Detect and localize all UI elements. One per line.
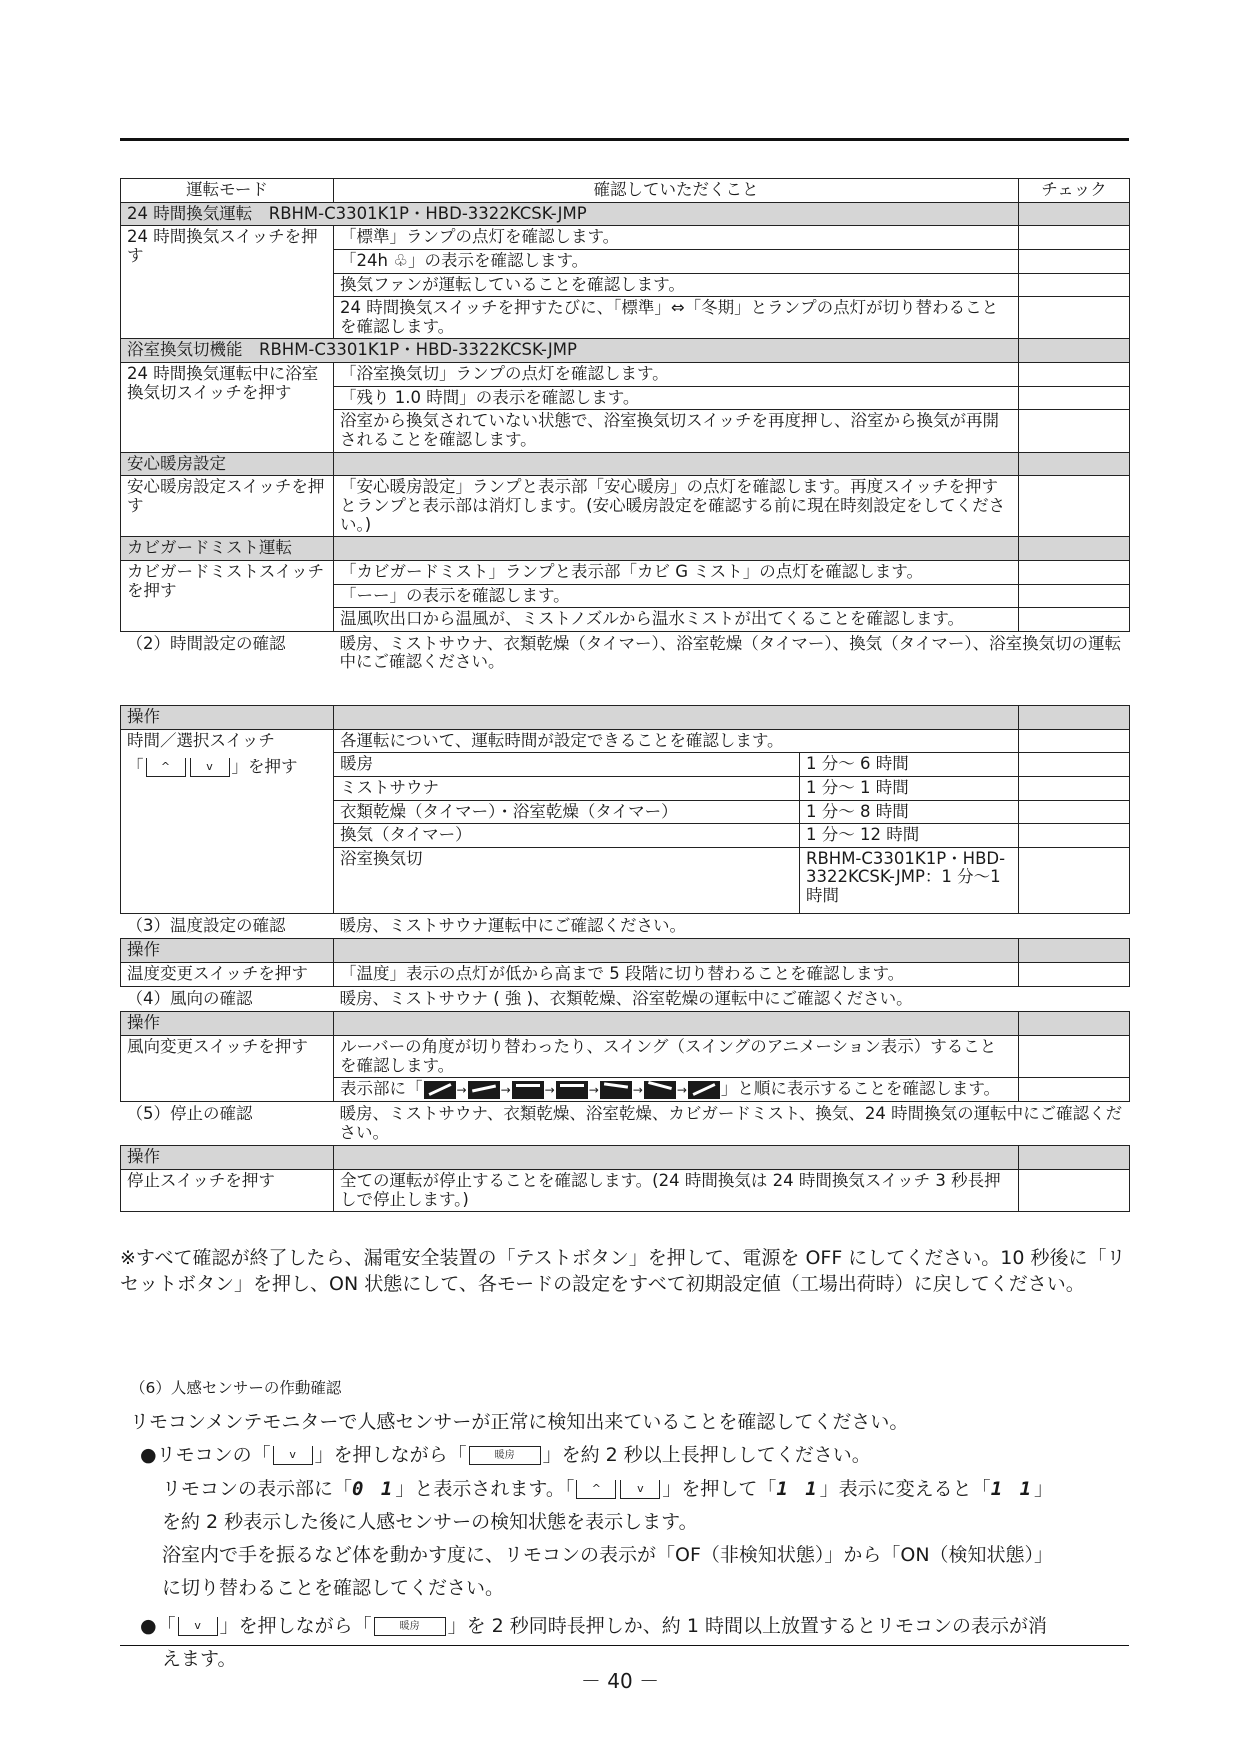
- footnote: ※すべて確認が終了したら、漏電安全装置の「テストボタン」を押して、電源を OFF にしてください。10 秒後に「リセットボタン」を押し、ON 状態にして、各モードの設定をすべて初期設定値（工場出荷時）に戻してください。: [120, 1247, 1126, 1296]
- check-cell[interactable]: [1019, 776, 1130, 800]
- header-check: チェック: [1019, 179, 1130, 203]
- louver-angle-3-icon: [512, 1081, 544, 1099]
- wind-pre: 表示部に「: [340, 1079, 423, 1099]
- down-button-icon: v: [178, 1617, 218, 1636]
- check-cell[interactable]: [1019, 753, 1130, 777]
- wind-setting-desc: 暖房、ミストサウナ ( 強 )、衣類乾燥、浴室乾燥の運転中にご確認ください。: [339, 988, 913, 1008]
- louver-angle-1-icon: [424, 1081, 456, 1099]
- time-setting-table: [120, 705, 1130, 1212]
- section-kabi-title: カビガードミスト運転: [121, 537, 334, 561]
- check-cell[interactable]: [1019, 339, 1130, 363]
- sensor-line-4: 浴室内で手を振るなど体を動かす度に、リモコンの表示が「OF（非検知状態）」から「ON（検知状態）」: [162, 1544, 1054, 1567]
- down-button-icon: v: [190, 758, 230, 777]
- op-time-line1: 時間／選択スイッチ: [127, 730, 275, 750]
- check-cell[interactable]: [1019, 847, 1130, 913]
- check-cell[interactable]: [1019, 452, 1130, 476]
- op-stop: 停止スイッチを押す: [121, 1169, 334, 1211]
- check-cell[interactable]: [1019, 386, 1130, 410]
- mode-name: 換気（タイマー）: [334, 824, 800, 848]
- arrow-icon: →: [588, 1083, 599, 1098]
- op-bath: 24 時間換気運転中に浴室換気切スイッチを押す: [121, 363, 334, 453]
- check-cell[interactable]: [1019, 249, 1130, 273]
- op-kabi: カビガードミストスイッチを押す: [121, 560, 334, 631]
- stop-item: 全ての運転が停止することを確認します。(24 時間換気は 24 時間換気スイッチ 3 秒長押しで停止します。): [334, 1169, 1019, 1211]
- sensor-line-b2: えます。: [162, 1647, 237, 1670]
- louver-angle-2-icon: [468, 1081, 500, 1099]
- check-cell[interactable]: [1019, 476, 1130, 537]
- check-item: 「安心暖房設定」ランプと表示部「安心暖房」の点灯を確認します。再度スイッチを押すとランプと表示部は消灯します。(安心暖房設定を確認する前に現在時刻設定をしてください。): [334, 476, 1019, 537]
- check-item: 「浴室換気切」ランプの点灯を確認します。: [334, 363, 1019, 387]
- time-setting-label: （2）時間設定の確認: [126, 633, 286, 653]
- top-rule: [120, 138, 1129, 141]
- check-cell[interactable]: [1019, 584, 1130, 608]
- table-header-row: [121, 179, 1130, 203]
- temp-item: 「温度」表示の点灯が低から高まで 5 段階に切り替わることを確認します。: [334, 963, 1019, 987]
- check-table-main: [120, 178, 1130, 675]
- heating-button-icon: 暖房: [374, 1617, 446, 1636]
- op-24h: 24 時間換気スイッチを押す: [121, 226, 334, 339]
- arrow-icon: →: [544, 1083, 555, 1098]
- check-item: 「残り 1.0 時間」の表示を確認します。: [334, 386, 1019, 410]
- check-cell[interactable]: [1019, 1169, 1130, 1211]
- check-item: 温風吹出口から温風が、ミストノズルから温水ミストが出てくることを確認します。: [334, 608, 1019, 632]
- down-button-icon: v: [273, 1446, 313, 1465]
- bottom-rule: [120, 1645, 1129, 1646]
- display-11: 1 1: [776, 1477, 820, 1500]
- mode-range: RBHM-C3301K1P・HBD-3322KCSK-JMP：1 分～1 時間: [800, 847, 1019, 913]
- mode-range: 1 分～ 6 時間: [800, 753, 1019, 777]
- louver-swing-icon: [688, 1081, 720, 1099]
- mode-name: 衣類乾燥（タイマー）・浴室乾燥（タイマー）: [334, 800, 800, 824]
- sensor-title: （6）人感センサーの作動確認: [130, 1379, 342, 1397]
- sensor-line-3: を約 2 秒表示した後に人感センサーの検知状態を表示します。: [162, 1510, 698, 1533]
- wind-item-2: [334, 1078, 1019, 1102]
- check-cell[interactable]: [1019, 824, 1130, 848]
- wind-item-1: ルーバーの角度が切り替わったり、スイング（スイングのアニメーション表示）することを確認します。: [334, 1036, 1019, 1078]
- op-press-text: 」を押す: [231, 757, 298, 777]
- louver-angle-6-icon: [644, 1081, 676, 1099]
- sensor-line-2: リモコンの表示部に「0 1」と表示されます。「 ^ v 」を押して「1 1」表示に変えると「1 1」: [162, 1477, 1054, 1500]
- check-cell[interactable]: [1019, 608, 1130, 632]
- stop-setting-label: （5）停止の確認: [126, 1103, 253, 1123]
- op-header: 操作: [121, 1146, 334, 1170]
- wind-post: 」と順に表示することを確認します。: [720, 1079, 1001, 1099]
- louver-angle-4-icon: [556, 1081, 588, 1099]
- temp-setting-desc: 暖房、ミストサウナ運転中にご確認ください。: [339, 915, 686, 935]
- display-11-b: 1 1: [990, 1477, 1035, 1500]
- check-item: 「カビガードミスト」ランプと表示部「カビ G ミスト」の点灯を確認します。: [334, 560, 1019, 584]
- header-check-items: 確認していただくこと: [334, 179, 1019, 203]
- op-temp: 温度変更スイッチを押す: [121, 963, 334, 987]
- check-cell[interactable]: [1019, 273, 1130, 297]
- arrow-icon: →: [632, 1083, 643, 1098]
- op-anshin: 安心暖房設定スイッチを押す: [121, 476, 334, 537]
- check-cell[interactable]: [1019, 363, 1130, 387]
- display-01: 0 1: [352, 1477, 396, 1500]
- op-wind: 風向変更スイッチを押す: [121, 1036, 334, 1102]
- arrow-icon: →: [500, 1083, 511, 1098]
- section-anshin-title: 安心暖房設定: [121, 452, 334, 476]
- sensor-intro: リモコンメンテモニターで人感センサーが正常に検知出来ていることを確認してください。: [130, 1411, 909, 1434]
- wind-setting-label: （4）風向の確認: [126, 988, 253, 1008]
- header-mode: 運転モード: [121, 179, 334, 203]
- check-cell[interactable]: [1019, 560, 1130, 584]
- down-button-icon: v: [620, 1480, 660, 1499]
- time-intro: 各運転について、運転時間が設定できることを確認します。: [334, 729, 1019, 753]
- check-item: 「ーー」の表示を確認します。: [334, 584, 1019, 608]
- up-button-icon: ^: [146, 758, 186, 777]
- check-item: 24 時間換気スイッチを押すたびに、「標準」⇔「冬期」とランプの点灯が切り替わることを確認します。: [334, 297, 1019, 339]
- check-item: 「標準」ランプの点灯を確認します。: [334, 226, 1019, 250]
- check-item: 換気ファンが運転していることを確認します。: [334, 273, 1019, 297]
- louver-angle-5-icon: [600, 1081, 632, 1099]
- check-cell[interactable]: [1019, 297, 1130, 339]
- op-header: 操作: [121, 1012, 334, 1036]
- arrow-icon: →: [676, 1083, 687, 1098]
- sensor-bullet-2: ●「 v 」を押しながら「 暖房 」を 2 秒同時長押しか、約 1 時間以上放置するとリモコンの表示が消: [140, 1614, 1047, 1637]
- arrow-icon: →: [456, 1083, 467, 1098]
- check-cell[interactable]: [1019, 410, 1130, 452]
- check-item: 「24h ♧」の表示を確認します。: [334, 249, 1019, 273]
- time-setting-desc: 暖房、ミストサウナ、衣類乾燥（タイマー）、浴室乾燥（タイマー）、換気（タイマー）、浴室換気切の運転中にご確認ください。: [339, 633, 1122, 672]
- check-cell[interactable]: [1019, 537, 1130, 561]
- check-item: 浴室から換気されていない状態で、浴室換気切スイッチを再度押し、浴室から換気が再開されることを確認します。: [334, 410, 1019, 452]
- check-cell[interactable]: [1019, 226, 1130, 250]
- mode-range: 1 分～ 1 時間: [800, 776, 1019, 800]
- op-time-line2: [127, 758, 327, 777]
- mode-range: 1 分～ 12 時間: [800, 824, 1019, 848]
- stop-setting-desc: 暖房、ミストサウナ、衣類乾燥、浴室乾燥、カビガードミスト、換気、24 時間換気の運転中にご確認ください。: [339, 1103, 1123, 1142]
- op-time-switch: [121, 729, 334, 913]
- check-cell[interactable]: [1019, 202, 1130, 226]
- check-cell[interactable]: [1019, 729, 1130, 753]
- temp-setting-label: （3）温度設定の確認: [126, 915, 286, 935]
- check-cell[interactable]: [1019, 1078, 1130, 1102]
- check-cell[interactable]: [1019, 1036, 1130, 1078]
- section-bath-title: 浴室換気切機能 RBHM-C3301K1P・HBD-3322KCSK-JMP: [121, 339, 1019, 363]
- mode-range: 1 分～ 8 時間: [800, 800, 1019, 824]
- bracket-open: 「: [127, 757, 144, 777]
- check-cell[interactable]: [1019, 963, 1130, 987]
- mode-name: 暖房: [334, 753, 800, 777]
- section-24h-title: 24 時間換気運転 RBHM-C3301K1P・HBD-3322KCSK-JMP: [121, 202, 1019, 226]
- heating-button-icon: 暖房: [469, 1446, 541, 1465]
- up-button-icon: ^: [576, 1480, 616, 1499]
- check-cell[interactable]: [1019, 800, 1130, 824]
- op-header: 操作: [121, 939, 334, 963]
- page-number: － 40 －: [580, 1669, 660, 1693]
- op-header: 操作: [121, 706, 334, 730]
- mode-name: ミストサウナ: [334, 776, 800, 800]
- mode-name: 浴室換気切: [334, 847, 800, 913]
- sensor-section: [130, 1375, 1140, 1676]
- sensor-line-5: に切り替わることを確認してください。: [162, 1577, 505, 1600]
- sensor-bullet-1: ●リモコンの「 v 」を押しながら「 暖房 」を約 2 秒以上長押ししてください。: [140, 1444, 871, 1467]
